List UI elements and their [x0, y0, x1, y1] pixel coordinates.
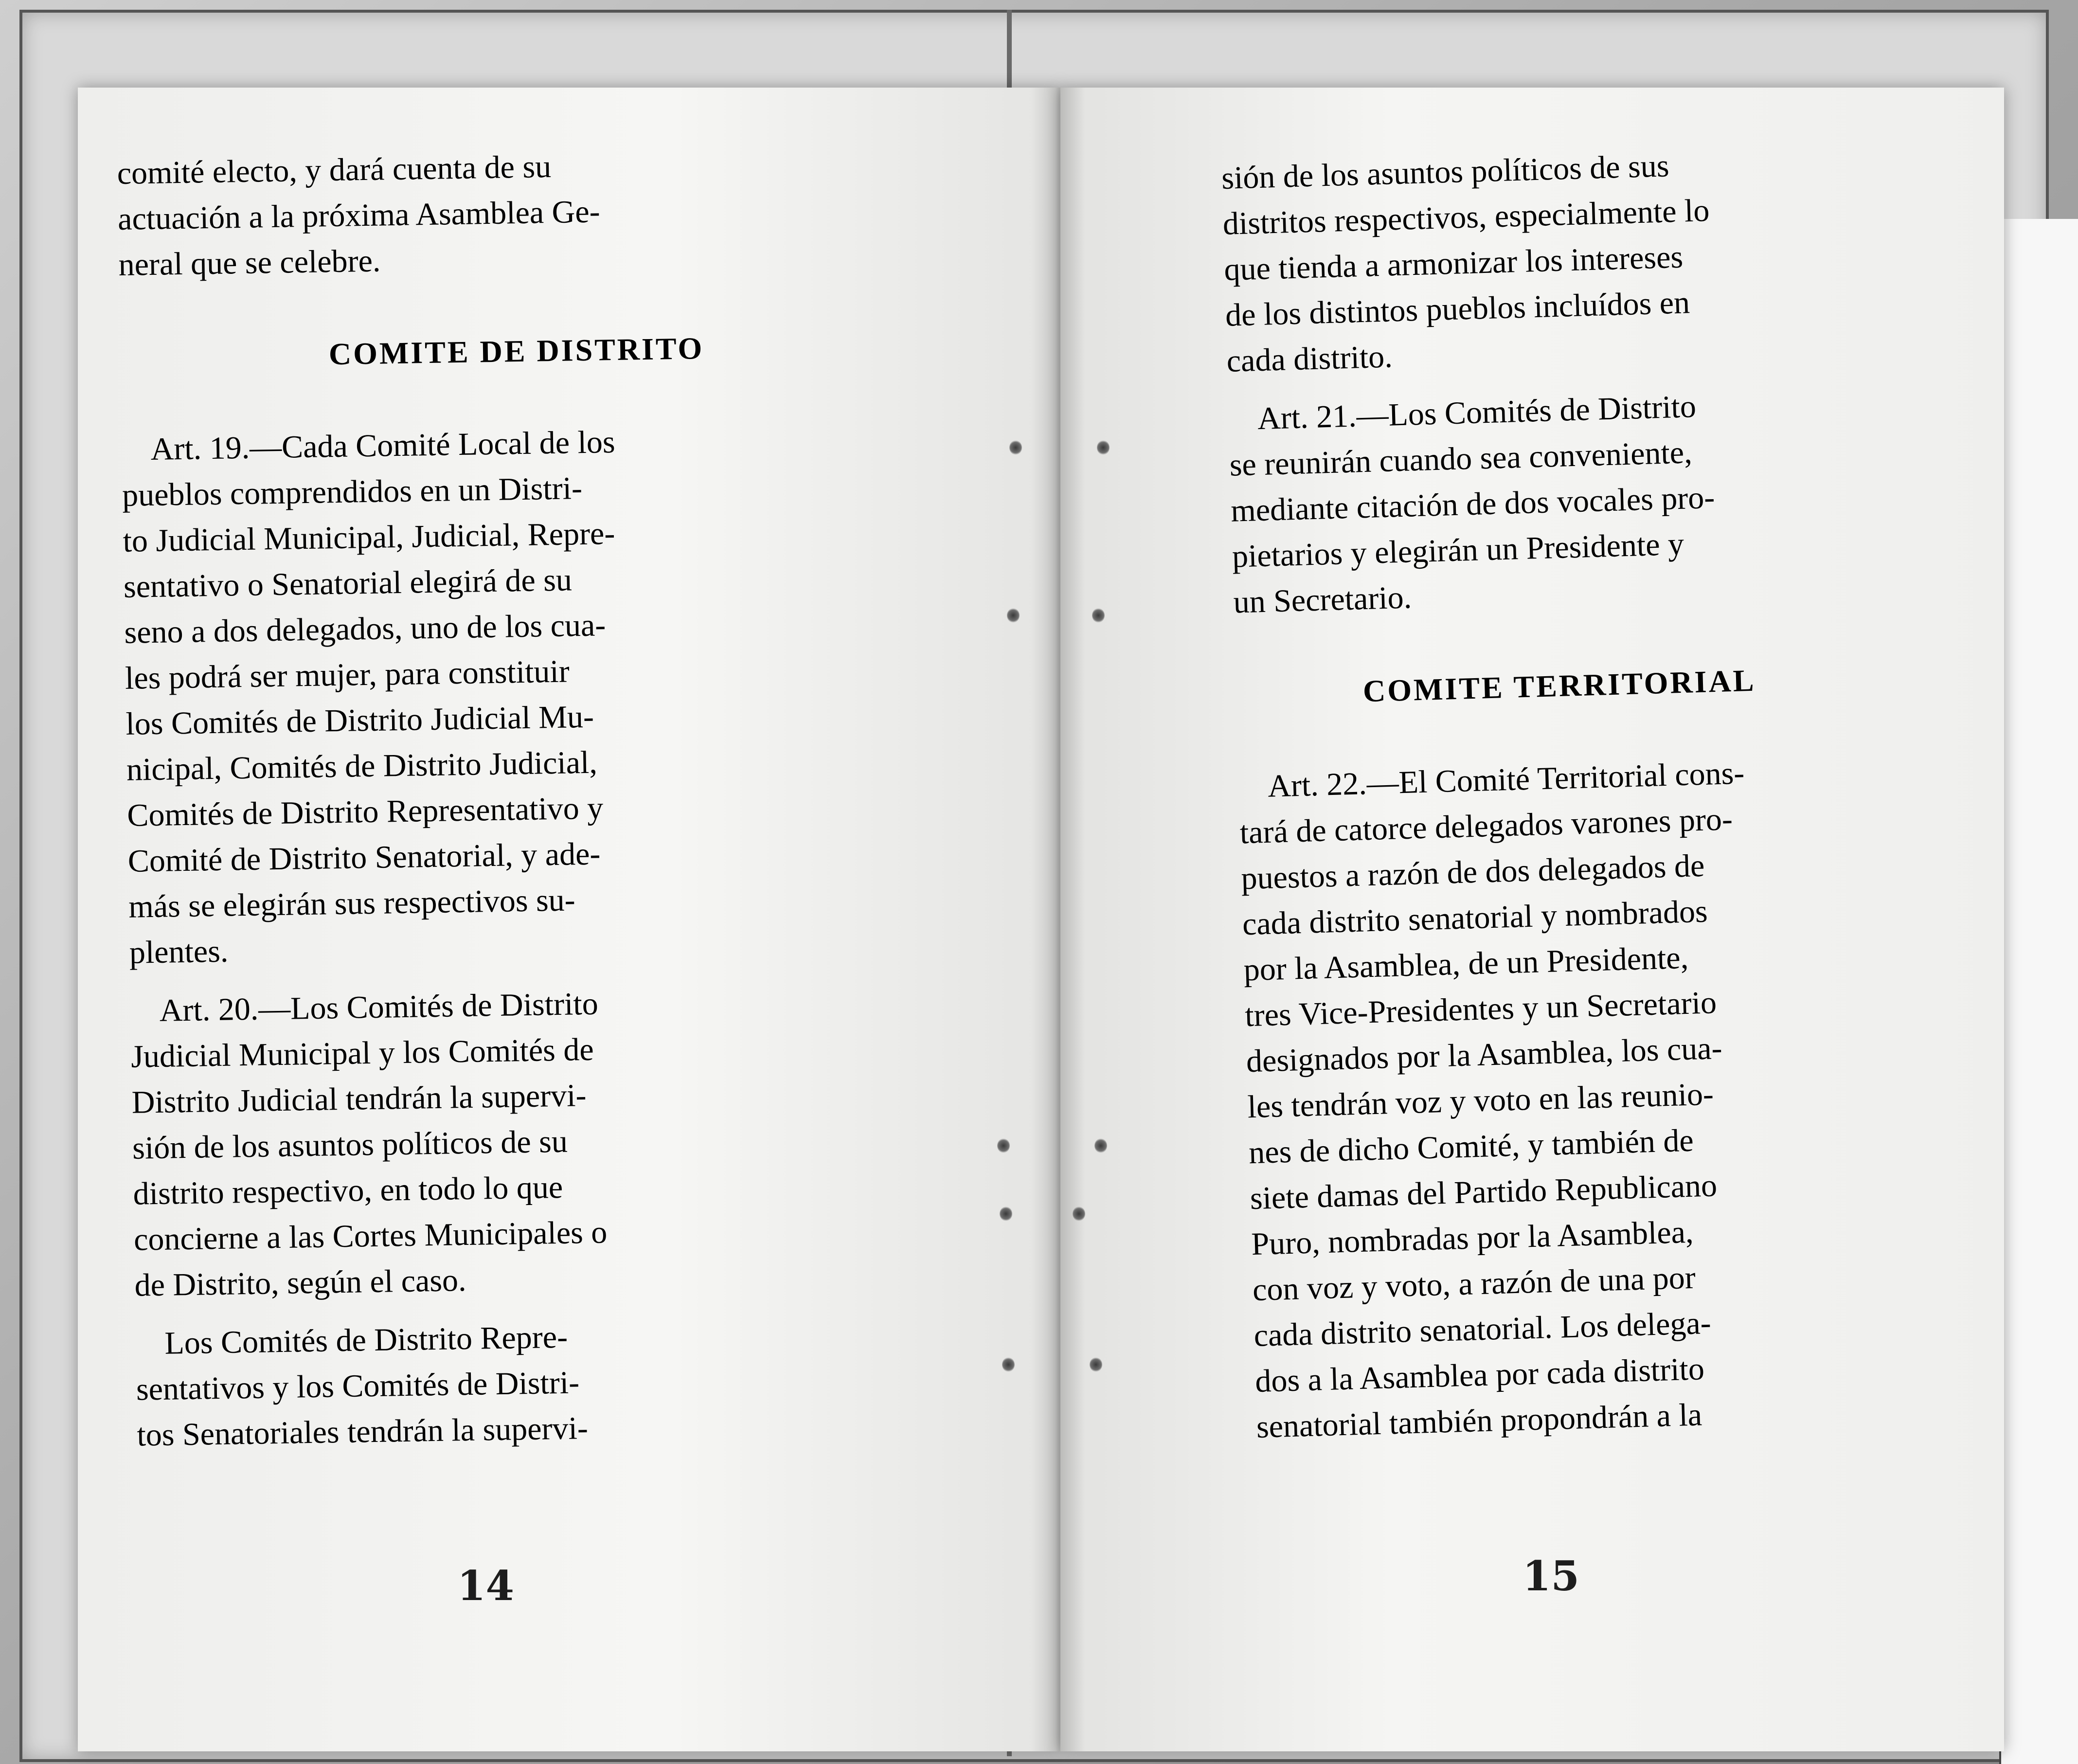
staple-hole [1097, 440, 1110, 455]
text-line: designados por la Asamblea, los cua- [1245, 1030, 1723, 1080]
right-page-text [1221, 138, 1904, 1450]
text-line-content: Los Comités de Distrito Repre- [164, 1319, 568, 1361]
text-line: de Distrito, según el caso. [134, 1262, 466, 1303]
article-22 [1238, 746, 1904, 1450]
article-19 [121, 414, 923, 975]
text-line: mediante citación de dos vocales pro- [1230, 479, 1716, 529]
staple-hole [1094, 1138, 1107, 1153]
indent [1239, 797, 1268, 798]
text-line: Judicial Municipal y los Comités de [130, 1031, 594, 1075]
text-line: pietarios y elegirán un Presidente y [1232, 526, 1684, 575]
text-line: de los distintos pueblos incluídos en [1225, 285, 1690, 333]
text-line: les tendrán voz y voto en las reunio- [1247, 1076, 1714, 1125]
text-line: to Judicial Municipal, Judicial, Repre- [123, 516, 615, 559]
article-21 [1228, 379, 1881, 626]
staple-hole [1090, 1357, 1102, 1372]
text-line: por la Asamblea, de un Presidente, [1243, 939, 1689, 988]
text-line: cada distrito senatorial. Los delega- [1253, 1305, 1712, 1354]
text-line: pueblos comprendidos en un Distri- [122, 470, 583, 513]
text-line: plentes. [129, 933, 229, 971]
text-line: sentativos y los Comités de Distri- [136, 1365, 580, 1407]
text-line: tos Senatoriales tendrán la supervi- [136, 1410, 589, 1453]
indent [130, 1021, 160, 1022]
closing-paragraph [135, 1309, 930, 1458]
text-line: dos a la Asamblea por cada distrito [1254, 1351, 1705, 1400]
text-line: neral que se celebre. [118, 243, 381, 283]
text-line: tres Vice-Presidentes y un Secretario [1244, 985, 1717, 1034]
text-line-content: Art. 20.—Los Comités de Distrito [159, 986, 599, 1028]
text-line: se reunirán cuando sea conveniente, [1229, 434, 1693, 483]
text-line: nes de dicho Comité, y también de [1248, 1122, 1694, 1171]
staple-hole [1007, 608, 1020, 623]
text-line: Comités de Distrito Representativo y [126, 790, 604, 833]
staple-hole [1000, 1206, 1012, 1221]
text-line: cada distrito senatorial y nombrados [1242, 893, 1708, 942]
left-page-text [117, 138, 930, 1458]
text-line: les podrá ser mujer, para constituir [125, 653, 570, 696]
page-gutter [1031, 88, 1085, 1751]
text-line: senatorial también propondrán a la [1255, 1397, 1703, 1445]
text-line: sión de los asuntos políticos de su [132, 1123, 568, 1166]
text-line-content: Art. 22.—El Comité Territorial cons- [1267, 755, 1745, 804]
text-line: Comité de Distrito Senatorial, y ade- [127, 836, 601, 879]
text-line: cada distrito. [1226, 339, 1393, 379]
inserted-slip [1999, 219, 2078, 1764]
text-line: actuación a la próxima Asamblea Ge- [117, 194, 601, 237]
staple-hole [1009, 440, 1022, 455]
text-line: sentativo o Senatorial elegirá de su [123, 562, 573, 605]
article-20 [130, 976, 928, 1309]
text-line: distrito respectivo, en todo lo que [133, 1169, 563, 1212]
left-intro-paragraph [117, 138, 912, 288]
text-line: comité electo, y dará cuenta de su [117, 148, 552, 191]
text-line: seno a dos delegados, uno de los cua- [124, 607, 606, 650]
text-line: los Comités de Distrito Judicial Mu- [125, 699, 594, 742]
staple-hole [1073, 1206, 1085, 1221]
text-line: distritos respectivos, especialmente lo [1222, 193, 1710, 242]
page-number-left: 14 [457, 1562, 514, 1610]
text-line-content: Art. 21.—Los Comités de Distrito [1257, 388, 1697, 437]
right-intro-paragraph [1221, 138, 1874, 384]
text-line: más se elegirán sus respectivos su- [128, 882, 576, 925]
text-line: puestos a razón de dos delegados de [1240, 847, 1705, 897]
text-line: Puro, nombradas por la Asamblea, [1251, 1214, 1694, 1262]
staple-hole [1092, 608, 1105, 623]
text-line: con voz y voto, a razón de una por [1252, 1260, 1696, 1308]
text-line: tará de catorce delegados varones pro- [1239, 801, 1733, 851]
text-line: un Secretario. [1233, 579, 1413, 620]
text-line-content: Art. 19.—Cada Comité Local de los [150, 424, 616, 467]
text-line: siete damas del Partido Republicano [1249, 1168, 1718, 1217]
text-line: Distrito Judicial tendrán la supervi- [131, 1078, 587, 1120]
text-line: concierne a las Cortes Municipales o [133, 1214, 608, 1258]
staple-hole [1002, 1357, 1015, 1372]
staple-hole [997, 1138, 1010, 1153]
text-line: nicipal, Comités de Distrito Judicial, [126, 744, 598, 788]
indent [1229, 429, 1258, 430]
page-number-right: 15 [1523, 1552, 1579, 1600]
text-line: que tienda a armonizar los intereses [1223, 239, 1684, 288]
section-heading: COMITE DE DISTRITO [328, 331, 704, 372]
text-line: sión de los asuntos políticos de sus [1221, 148, 1670, 196]
section-heading: COMITE TERRITORIAL [1362, 663, 1756, 709]
